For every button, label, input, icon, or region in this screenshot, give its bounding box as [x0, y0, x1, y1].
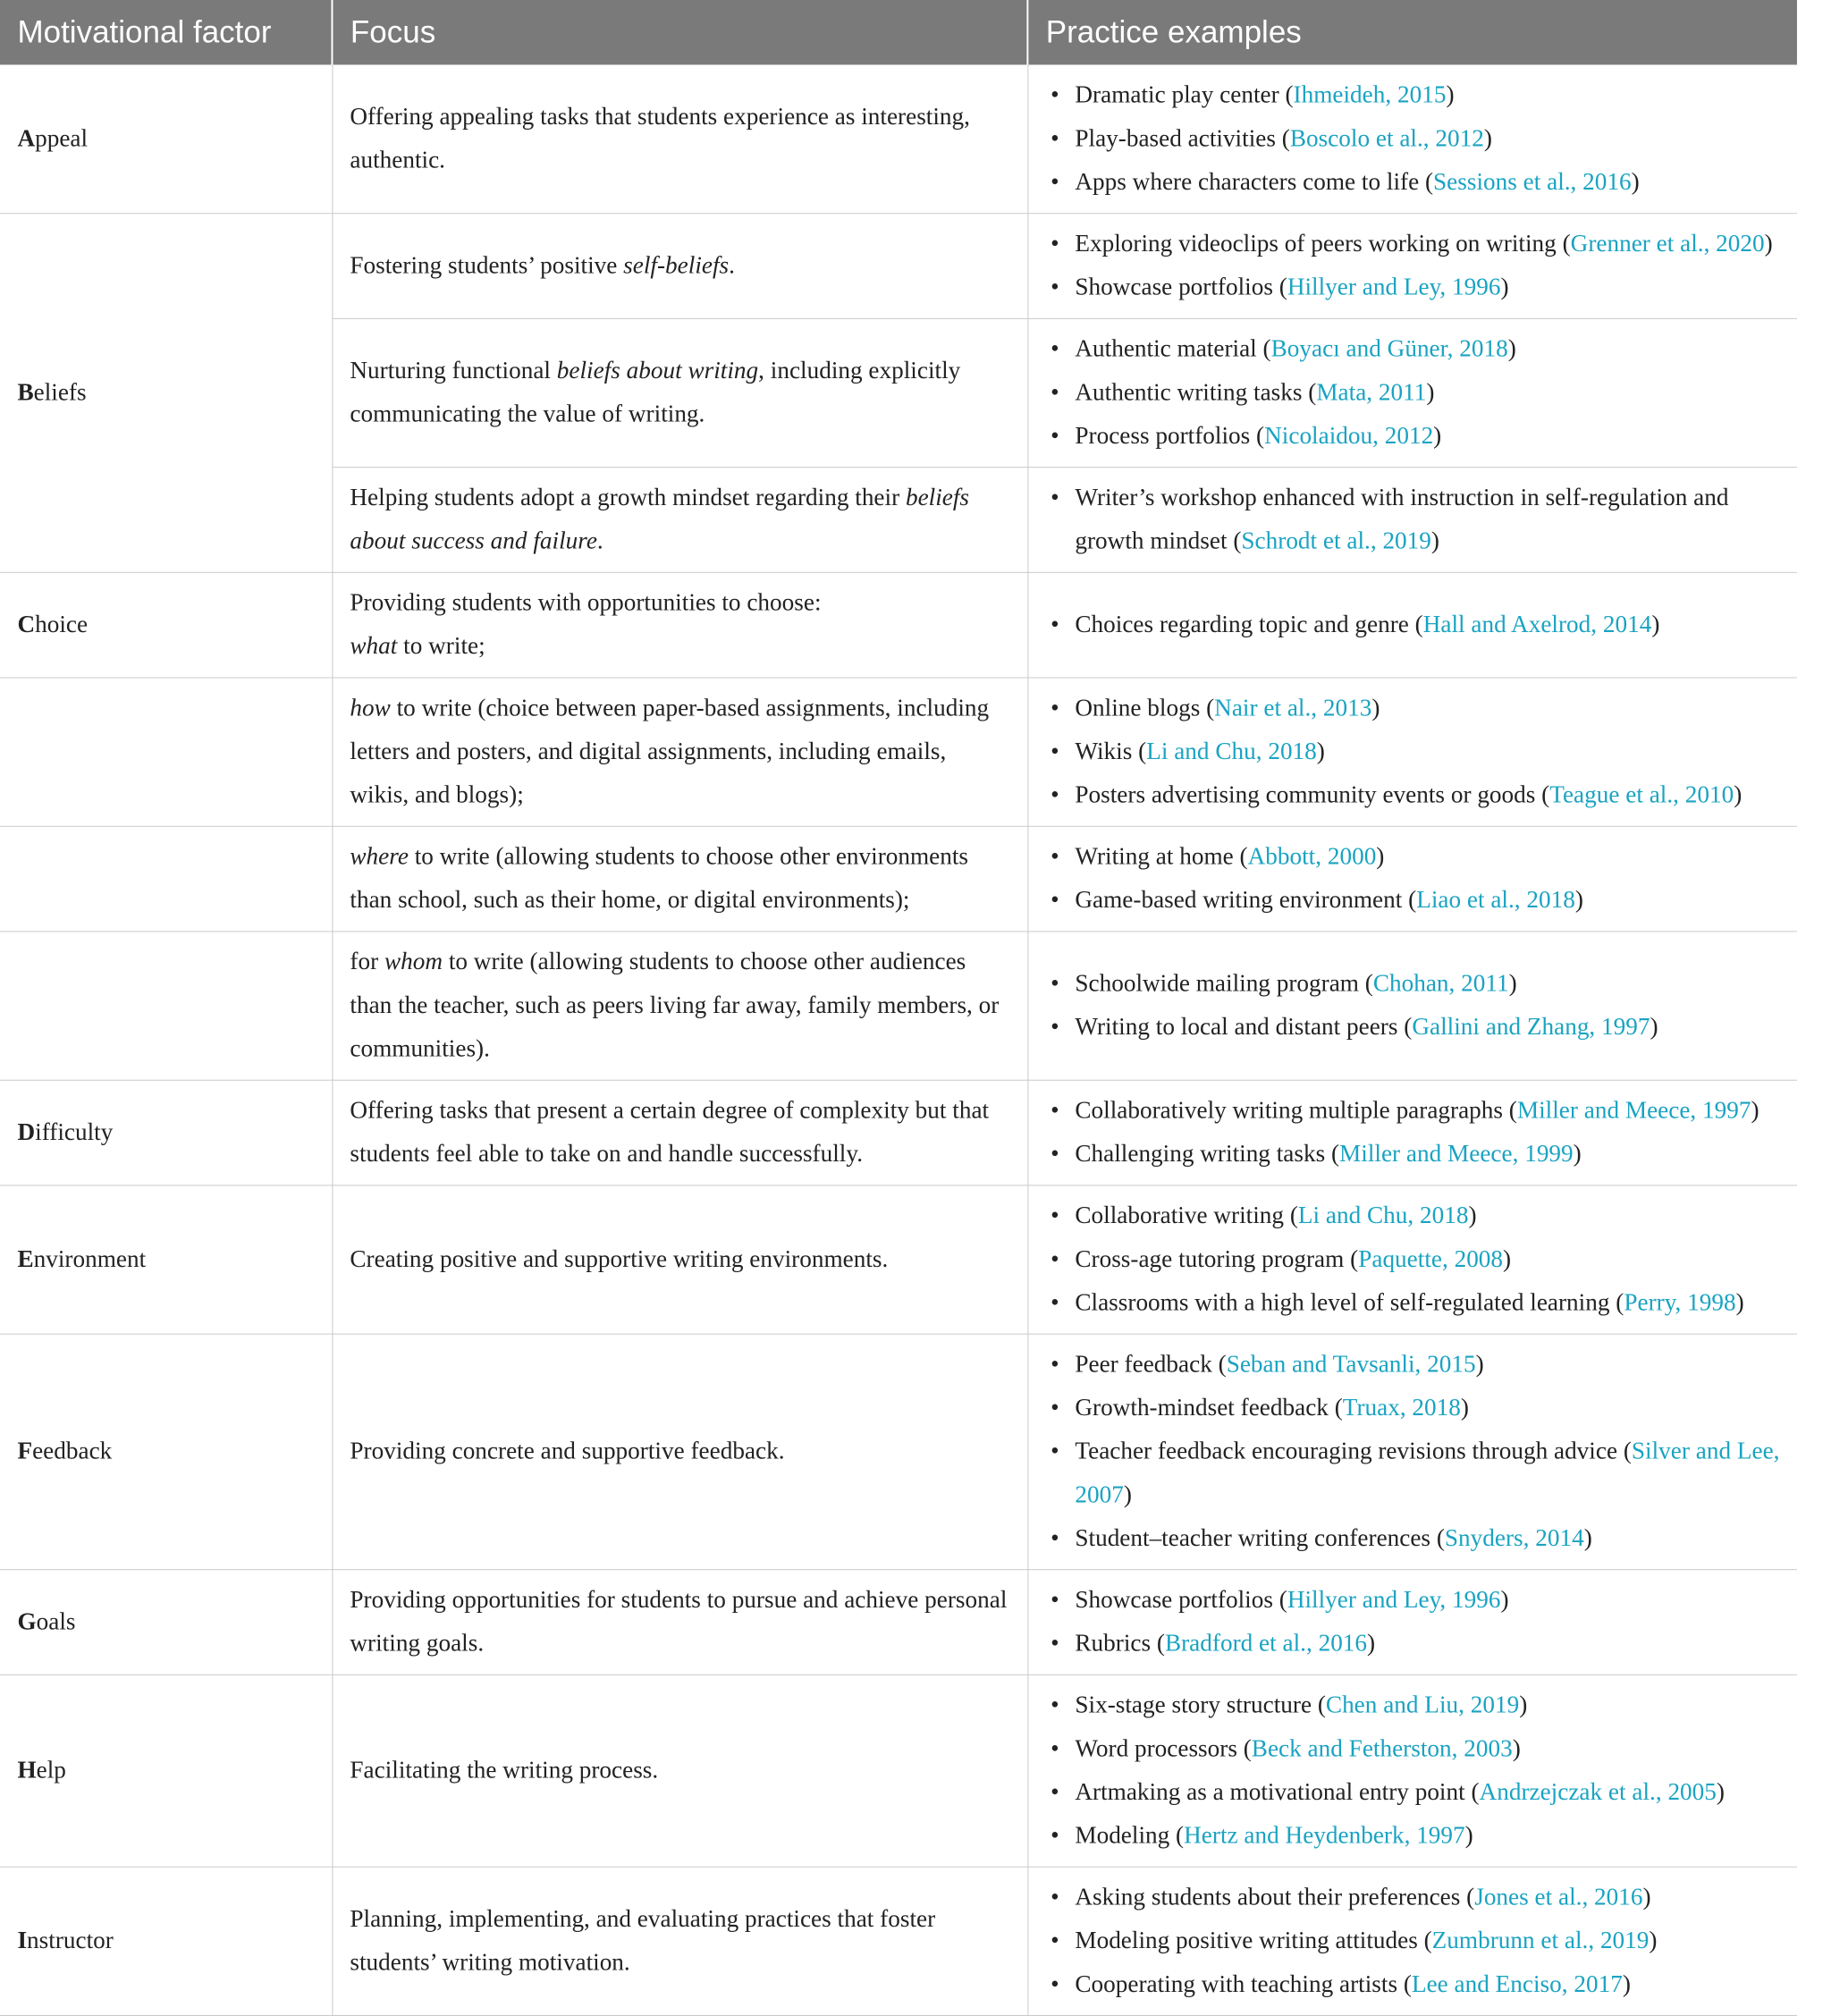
- examples-list: [1045, 328, 1779, 459]
- citation-link[interactable]: Boyacı and Güner, 2018: [1270, 335, 1508, 363]
- bullet-icon: •: [1051, 738, 1059, 765]
- example-text: Cooperating with teaching artists (: [1075, 1970, 1412, 1998]
- factor-initial: A: [17, 125, 36, 153]
- citation-link[interactable]: Chen and Liu, 2019: [1325, 1691, 1520, 1719]
- list-item: [1045, 1579, 1779, 1623]
- citation-link[interactable]: Sessions et al., 2016: [1433, 168, 1632, 196]
- examples-cell: [1027, 1185, 1797, 1334]
- table-row: [0, 826, 1797, 932]
- header-row: [0, 0, 1797, 64]
- example-text: Showcase portfolios (: [1075, 1586, 1287, 1614]
- example-text: Exploring videoclips of peers working on writing (: [1075, 230, 1571, 257]
- factor-cell: [0, 64, 332, 213]
- focus-emphasis: beliefs about writing: [556, 357, 759, 384]
- example-text: Writing to local and distant peers (: [1075, 1013, 1413, 1041]
- list-item: [1045, 1343, 1779, 1387]
- example-close: ): [1468, 1202, 1477, 1229]
- examples-cell: [1027, 826, 1797, 932]
- bullet-icon: •: [1051, 125, 1059, 153]
- example-close: ): [1716, 1778, 1725, 1806]
- examples-cell: [1027, 932, 1797, 1080]
- example-close: ): [1764, 230, 1773, 257]
- citation-link[interactable]: Truax, 2018: [1342, 1394, 1461, 1421]
- focus-text: Nurturing functional: [350, 357, 557, 384]
- example-close: ): [1751, 1097, 1759, 1125]
- list-item: [1045, 1876, 1779, 1919]
- table-row: [0, 932, 1797, 1080]
- list-item: [1045, 1771, 1779, 1815]
- bullet-icon: •: [1051, 1524, 1059, 1552]
- example-text: Play-based activities (: [1075, 125, 1290, 153]
- citation-link[interactable]: Grenner et al., 2020: [1570, 230, 1765, 257]
- citation-link[interactable]: Paquette, 2008: [1358, 1245, 1504, 1273]
- focus-text: Providing opportunities for students to pursue and achieve personal writing goals.: [350, 1586, 1008, 1658]
- example-close: ): [1735, 1289, 1744, 1317]
- list-item: [1045, 879, 1779, 923]
- example-close: ): [1371, 694, 1380, 722]
- citation-link[interactable]: Mata, 2011: [1316, 378, 1427, 407]
- bullet-icon: •: [1051, 1289, 1059, 1317]
- citation-link[interactable]: Hertz and Heydenberk, 1997: [1184, 1822, 1465, 1850]
- table-row: [0, 64, 1797, 213]
- citation-link[interactable]: Chohan, 2011: [1372, 970, 1509, 998]
- citation-link[interactable]: Andrzejczak et al., 2005: [1479, 1778, 1717, 1806]
- list-item: [1045, 415, 1779, 459]
- examples-cell: [1027, 1674, 1797, 1867]
- bullet-icon: •: [1051, 781, 1059, 809]
- examples-list: [1045, 687, 1779, 817]
- bullet-icon: •: [1051, 1438, 1059, 1465]
- focus-text: , including explicitly communicating the value of writing.: [350, 357, 961, 428]
- factor-cell: [0, 1185, 332, 1334]
- examples-cell: [1027, 64, 1797, 213]
- example-close: ): [1650, 1013, 1658, 1041]
- example-text: Asking students about their preferences (: [1075, 1884, 1475, 1911]
- focus-cell: [332, 932, 1027, 1080]
- factor-initial: H: [17, 1757, 37, 1784]
- citation-link[interactable]: Ihmeideh, 2015: [1293, 81, 1447, 109]
- example-close: ): [1430, 527, 1439, 555]
- header-focus: Focus: [332, 0, 1027, 64]
- example-close: ): [1464, 1822, 1473, 1850]
- list-item: [1045, 1006, 1779, 1050]
- factor-name: hoice: [35, 611, 89, 638]
- bullet-icon: •: [1051, 1202, 1059, 1229]
- list-item: [1045, 1133, 1779, 1177]
- citation-link[interactable]: Silver and Lee, 2007: [1075, 1438, 1780, 1509]
- focus-text: Facilitating the writing process.: [350, 1757, 659, 1784]
- bullet-icon: •: [1051, 81, 1059, 109]
- focus-emphasis: self-beliefs: [623, 251, 730, 280]
- table-row: [0, 678, 1797, 826]
- focus-cell: [332, 678, 1027, 826]
- list-item: [1045, 223, 1779, 266]
- example-close: ): [1500, 274, 1509, 301]
- examples-cell: [1027, 468, 1797, 573]
- focus-text: Offering appealing tasks that students experience as interesting, authentic.: [350, 103, 970, 174]
- citation-link[interactable]: Lee and Enciso, 2017: [1411, 1970, 1623, 1998]
- example-close: ): [1622, 1970, 1631, 1998]
- citation-link[interactable]: Jones et al., 2016: [1474, 1884, 1643, 1911]
- list-item: [1045, 477, 1779, 563]
- list-item: [1045, 161, 1779, 205]
- citation-link[interactable]: Nicolaidou, 2012: [1264, 422, 1434, 450]
- table-row: [0, 1674, 1797, 1867]
- list-item: [1045, 1517, 1779, 1561]
- bullet-icon: •: [1051, 484, 1059, 511]
- bullet-icon: •: [1051, 843, 1059, 871]
- focus-cell: [332, 318, 1027, 467]
- example-text: Dramatic play center (: [1075, 81, 1294, 109]
- factor-cell: [0, 1570, 332, 1675]
- example-text: Rubrics (: [1075, 1630, 1165, 1658]
- bullet-icon: •: [1051, 1630, 1059, 1658]
- focus-text: for: [350, 948, 384, 976]
- factor-name: ifficulty: [35, 1118, 114, 1146]
- bullet-icon: •: [1051, 274, 1059, 301]
- examples-cell: [1027, 678, 1797, 826]
- table-row: [0, 1185, 1797, 1334]
- example-text: Word processors (: [1075, 1734, 1252, 1763]
- example-close: ): [1426, 378, 1435, 407]
- example-close: ): [1651, 611, 1660, 638]
- example-text: Process portfolios (: [1075, 422, 1265, 450]
- citation-link[interactable]: Bradford et al., 2016: [1164, 1630, 1368, 1658]
- examples-list: [1045, 1089, 1779, 1176]
- examples-cell: [1027, 1334, 1797, 1570]
- focus-emphasis: beliefs about success and failure: [350, 484, 970, 555]
- examples-list: [1045, 223, 1779, 309]
- list-item: [1045, 1387, 1779, 1430]
- bullet-icon: •: [1051, 1351, 1059, 1379]
- factor-initial: E: [17, 1245, 34, 1273]
- factor-name: eedback: [32, 1438, 113, 1465]
- focus-emphasis: whom: [384, 948, 443, 976]
- citation-link[interactable]: Teague et al., 2010: [1549, 781, 1734, 809]
- example-text: Student–teacher writing conferences (: [1075, 1524, 1445, 1552]
- example-text: Authentic material (: [1075, 335, 1271, 363]
- bullet-icon: •: [1051, 230, 1059, 257]
- bullet-icon: •: [1051, 886, 1059, 914]
- factor-cell: [0, 1867, 332, 2015]
- focus-cell: [332, 64, 1027, 213]
- example-text: Apps where characters come to life (: [1075, 168, 1434, 196]
- examples-list: [1045, 477, 1779, 563]
- example-text: Collaborative writing (: [1075, 1202, 1298, 1229]
- example-text: Game-based writing environment (: [1075, 886, 1417, 914]
- example-close: ): [1583, 1524, 1592, 1552]
- examples-cell: [1027, 214, 1797, 319]
- table-header: [0, 0, 1797, 64]
- focus-text: Providing students with opportunities to choose:: [350, 589, 822, 617]
- citation-link[interactable]: Liao et al., 2018: [1416, 886, 1575, 914]
- list-item: [1045, 687, 1779, 730]
- bullet-icon: •: [1051, 335, 1059, 363]
- example-close: ): [1519, 1691, 1528, 1719]
- bullet-icon: •: [1051, 1586, 1059, 1614]
- header-motivational-factor: Motivational factor: [0, 0, 332, 64]
- factor-initial: C: [17, 611, 36, 638]
- examples-cell: [1027, 572, 1797, 678]
- example-close: ): [1507, 335, 1516, 363]
- example-text: Writing at home (: [1075, 843, 1248, 871]
- focus-text: Providing concrete and supportive feedback.: [350, 1438, 785, 1465]
- list-item: [1045, 730, 1779, 774]
- citation-link[interactable]: Schrodt et al., 2019: [1241, 527, 1431, 555]
- bullet-icon: •: [1051, 1245, 1059, 1273]
- citation-link[interactable]: Li and Chu, 2018: [1146, 738, 1317, 765]
- example-close: ): [1376, 843, 1385, 871]
- example-text: Authentic writing tasks (: [1075, 378, 1317, 407]
- citation-link[interactable]: Gallini and Zhang, 1997: [1412, 1013, 1650, 1041]
- list-item: [1045, 773, 1779, 817]
- list-item: [1045, 1238, 1779, 1282]
- examples-cell: [1027, 1867, 1797, 2015]
- focus-text: Helping students adopt a growth mindset regarding their: [350, 484, 906, 511]
- bullet-icon: •: [1051, 1140, 1059, 1168]
- example-text: Cross-age tutoring program (: [1075, 1245, 1359, 1273]
- citation-link[interactable]: Abbott, 2000: [1247, 843, 1377, 871]
- list-item: [1045, 117, 1779, 161]
- list-item: [1045, 1430, 1779, 1517]
- example-close: ): [1734, 781, 1743, 809]
- citation-link[interactable]: Zumbrunn et al., 2019: [1431, 1927, 1650, 1954]
- factor-name: oals: [36, 1607, 76, 1636]
- focus-cell: [332, 1080, 1027, 1185]
- bullet-icon: •: [1051, 1970, 1059, 1998]
- list-item: [1045, 1963, 1779, 2007]
- factor-name: eliefs: [33, 378, 87, 407]
- focus-text: to write (choice between paper-based assignments, including letters and posters, and digital assignments, including emails, wikis, and blogs);: [350, 694, 990, 809]
- bullet-icon: •: [1051, 1778, 1059, 1806]
- example-text: Six-stage story structure (: [1075, 1691, 1326, 1719]
- table-row: [0, 572, 1797, 678]
- example-close: ): [1573, 1140, 1582, 1168]
- example-text: Classrooms with a high level of self-regulated learning (: [1075, 1289, 1624, 1317]
- example-text: Wikis (: [1075, 738, 1147, 765]
- table-row: [0, 1334, 1797, 1570]
- bullet-icon: •: [1051, 1394, 1059, 1421]
- bullet-icon: •: [1051, 1884, 1059, 1911]
- factor-initial: D: [17, 1118, 36, 1146]
- bullet-icon: •: [1051, 970, 1059, 998]
- examples-list: [1045, 835, 1779, 922]
- list-item: [1045, 1194, 1779, 1238]
- example-close: ): [1433, 422, 1442, 450]
- bullet-icon: •: [1051, 694, 1059, 722]
- citation-link[interactable]: Nair et al., 2013: [1214, 694, 1372, 722]
- citation-link[interactable]: Miller and Meece, 1997: [1516, 1097, 1751, 1125]
- factor-cell: [0, 678, 332, 826]
- focus-text: to write (allowing students to choose other audiences than the teacher, such as peers living far away, family members, or communities).: [350, 948, 1000, 1063]
- factor-initial: F: [17, 1438, 33, 1465]
- bullet-icon: •: [1051, 1013, 1059, 1041]
- example-close: ): [1631, 168, 1640, 196]
- example-close: ): [1446, 81, 1455, 109]
- examples-cell: [1027, 1570, 1797, 1675]
- example-close: ): [1367, 1630, 1376, 1658]
- example-close: ): [1123, 1480, 1132, 1509]
- example-text: Posters advertising community events or goods (: [1075, 781, 1550, 809]
- example-text: Artmaking as a motivational entry point (: [1075, 1778, 1480, 1806]
- bullet-icon: •: [1051, 168, 1059, 196]
- list-item: [1045, 962, 1779, 1006]
- citation-link[interactable]: Li and Chu, 2018: [1297, 1202, 1469, 1229]
- example-close: ): [1512, 1734, 1521, 1763]
- focus-cell: [332, 1334, 1027, 1570]
- example-close: ): [1642, 1884, 1651, 1911]
- focus-text: to write (allowing students to choose other environments than school, such as their home, or digital environments);: [350, 843, 969, 914]
- examples-list: [1045, 74, 1779, 205]
- bullet-icon: •: [1051, 422, 1059, 450]
- examples-list: [1045, 1343, 1779, 1560]
- example-text: Challenging writing tasks (: [1075, 1140, 1340, 1168]
- examples-list: [1045, 1684, 1779, 1858]
- example-text: Showcase portfolios (: [1075, 274, 1287, 301]
- focus-cell: [332, 1570, 1027, 1675]
- example-text: Online blogs (: [1075, 694, 1215, 722]
- citation-link[interactable]: Seban and Tavsanli, 2015: [1226, 1351, 1476, 1379]
- list-item: [1045, 1089, 1779, 1133]
- list-item: [1045, 603, 1779, 647]
- focus-text: to write;: [397, 632, 485, 661]
- example-close: ): [1460, 1394, 1469, 1421]
- bullet-icon: •: [1051, 1691, 1059, 1719]
- focus-text: Planning, implementing, and evaluating practices that foster students’ writing motivation.: [350, 1905, 936, 1977]
- bullet-icon: •: [1051, 611, 1059, 638]
- factor-cell: [0, 214, 332, 573]
- examples-cell: [1027, 1080, 1797, 1185]
- example-text: Teacher feedback encouraging revisions through advice (: [1075, 1438, 1632, 1465]
- example-close: ): [1649, 1927, 1658, 1954]
- examples-list: [1045, 1194, 1779, 1325]
- list-item: [1045, 371, 1779, 415]
- example-text: Schoolwide mailing program (: [1075, 970, 1373, 998]
- examples-list: [1045, 1876, 1779, 2006]
- factor-initial: B: [17, 378, 34, 407]
- header-practice-examples: Practice examples: [1027, 0, 1797, 64]
- table-row: [0, 1080, 1797, 1185]
- factor-name: nvironment: [33, 1245, 147, 1273]
- example-close: ): [1316, 738, 1325, 765]
- factor-name: nstructor: [27, 1927, 114, 1954]
- factor-name: elp: [36, 1757, 66, 1784]
- examples-list: [1045, 962, 1779, 1049]
- bullet-icon: •: [1051, 1734, 1059, 1763]
- factor-cell: [0, 1674, 332, 1867]
- citation-link[interactable]: Perry, 1998: [1624, 1289, 1736, 1317]
- list-item: [1045, 74, 1779, 118]
- focus-emphasis: where: [350, 843, 409, 871]
- table-body: [0, 64, 1797, 2015]
- focus-text: Offering tasks that present a certain degree of complexity but that students feel able to take on and handle successfully.: [350, 1097, 990, 1168]
- citation-link[interactable]: Miller and Meece, 1999: [1339, 1140, 1574, 1168]
- list-item: [1045, 328, 1779, 372]
- focus-cell: [332, 468, 1027, 573]
- factor-name: ppeal: [35, 125, 89, 153]
- factor-cell: [0, 932, 332, 1080]
- table-row: [0, 214, 1797, 319]
- list-item: [1045, 266, 1779, 310]
- list-item: [1045, 835, 1779, 879]
- example-text: Peer feedback (: [1075, 1351, 1227, 1379]
- focus-cell: [332, 1867, 1027, 2015]
- list-item: [1045, 1727, 1779, 1771]
- examples-cell: [1027, 318, 1797, 467]
- factor-initial: I: [17, 1927, 28, 1954]
- example-close: ): [1508, 970, 1517, 998]
- example-text: Modeling positive writing attitudes (: [1075, 1927, 1432, 1954]
- list-item: [1045, 1919, 1779, 1963]
- bullet-icon: •: [1051, 1822, 1059, 1850]
- list-item: [1045, 1281, 1779, 1325]
- table-row: [0, 1867, 1797, 2015]
- list-item: [1045, 1623, 1779, 1666]
- focus-cell: [332, 214, 1027, 319]
- citation-link[interactable]: Hall and Axelrod, 2014: [1422, 611, 1652, 638]
- example-text: Collaboratively writing multiple paragraphs (: [1075, 1097, 1517, 1125]
- focus-emphasis: what: [350, 632, 398, 661]
- list-item: [1045, 1814, 1779, 1858]
- focus-cell: [332, 572, 1027, 678]
- example-close: ): [1503, 1245, 1512, 1273]
- focus-text: Fostering students’ positive: [350, 251, 624, 280]
- factor-cell: [0, 1334, 332, 1570]
- examples-list: [1045, 603, 1779, 647]
- list-item: [1045, 1684, 1779, 1728]
- bullet-icon: •: [1051, 1927, 1059, 1954]
- example-text: Modeling (: [1075, 1822, 1185, 1850]
- factor-cell: [0, 1080, 332, 1185]
- focus-emphasis: how: [350, 694, 391, 722]
- example-close: ): [1500, 1586, 1509, 1614]
- factor-cell: [0, 572, 332, 678]
- example-text: Growth-mindset feedback (: [1075, 1394, 1343, 1421]
- citation-link[interactable]: Beck and Fetherston, 2003: [1251, 1734, 1513, 1763]
- bullet-icon: •: [1051, 1097, 1059, 1125]
- focus-cell: [332, 1674, 1027, 1867]
- citation-link[interactable]: Snyders, 2014: [1444, 1524, 1584, 1552]
- focus-text: Creating positive and supportive writing environments.: [350, 1245, 889, 1273]
- example-close: ): [1483, 125, 1492, 153]
- example-close: ): [1574, 886, 1583, 914]
- factor-cell: [0, 826, 332, 932]
- focus-cell: [332, 826, 1027, 932]
- focus-text: .: [596, 527, 603, 555]
- citation-link[interactable]: Hillyer and Ley, 1996: [1287, 1586, 1501, 1614]
- example-text: Choices regarding topic and genre (: [1075, 611, 1423, 638]
- focus-cell: [332, 1185, 1027, 1334]
- table-row: [0, 1570, 1797, 1675]
- examples-list: [1045, 1579, 1779, 1666]
- example-close: ): [1475, 1351, 1484, 1379]
- focus-text: .: [729, 251, 735, 280]
- citation-link[interactable]: Boscolo et al., 2012: [1289, 125, 1484, 153]
- factor-initial: G: [17, 1607, 37, 1636]
- citation-link[interactable]: Hillyer and Ley, 1996: [1287, 274, 1501, 301]
- bullet-icon: •: [1051, 378, 1059, 407]
- example-text: Writer’s workshop enhanced with instruction in self-regulation and growth mindset (: [1075, 484, 1729, 555]
